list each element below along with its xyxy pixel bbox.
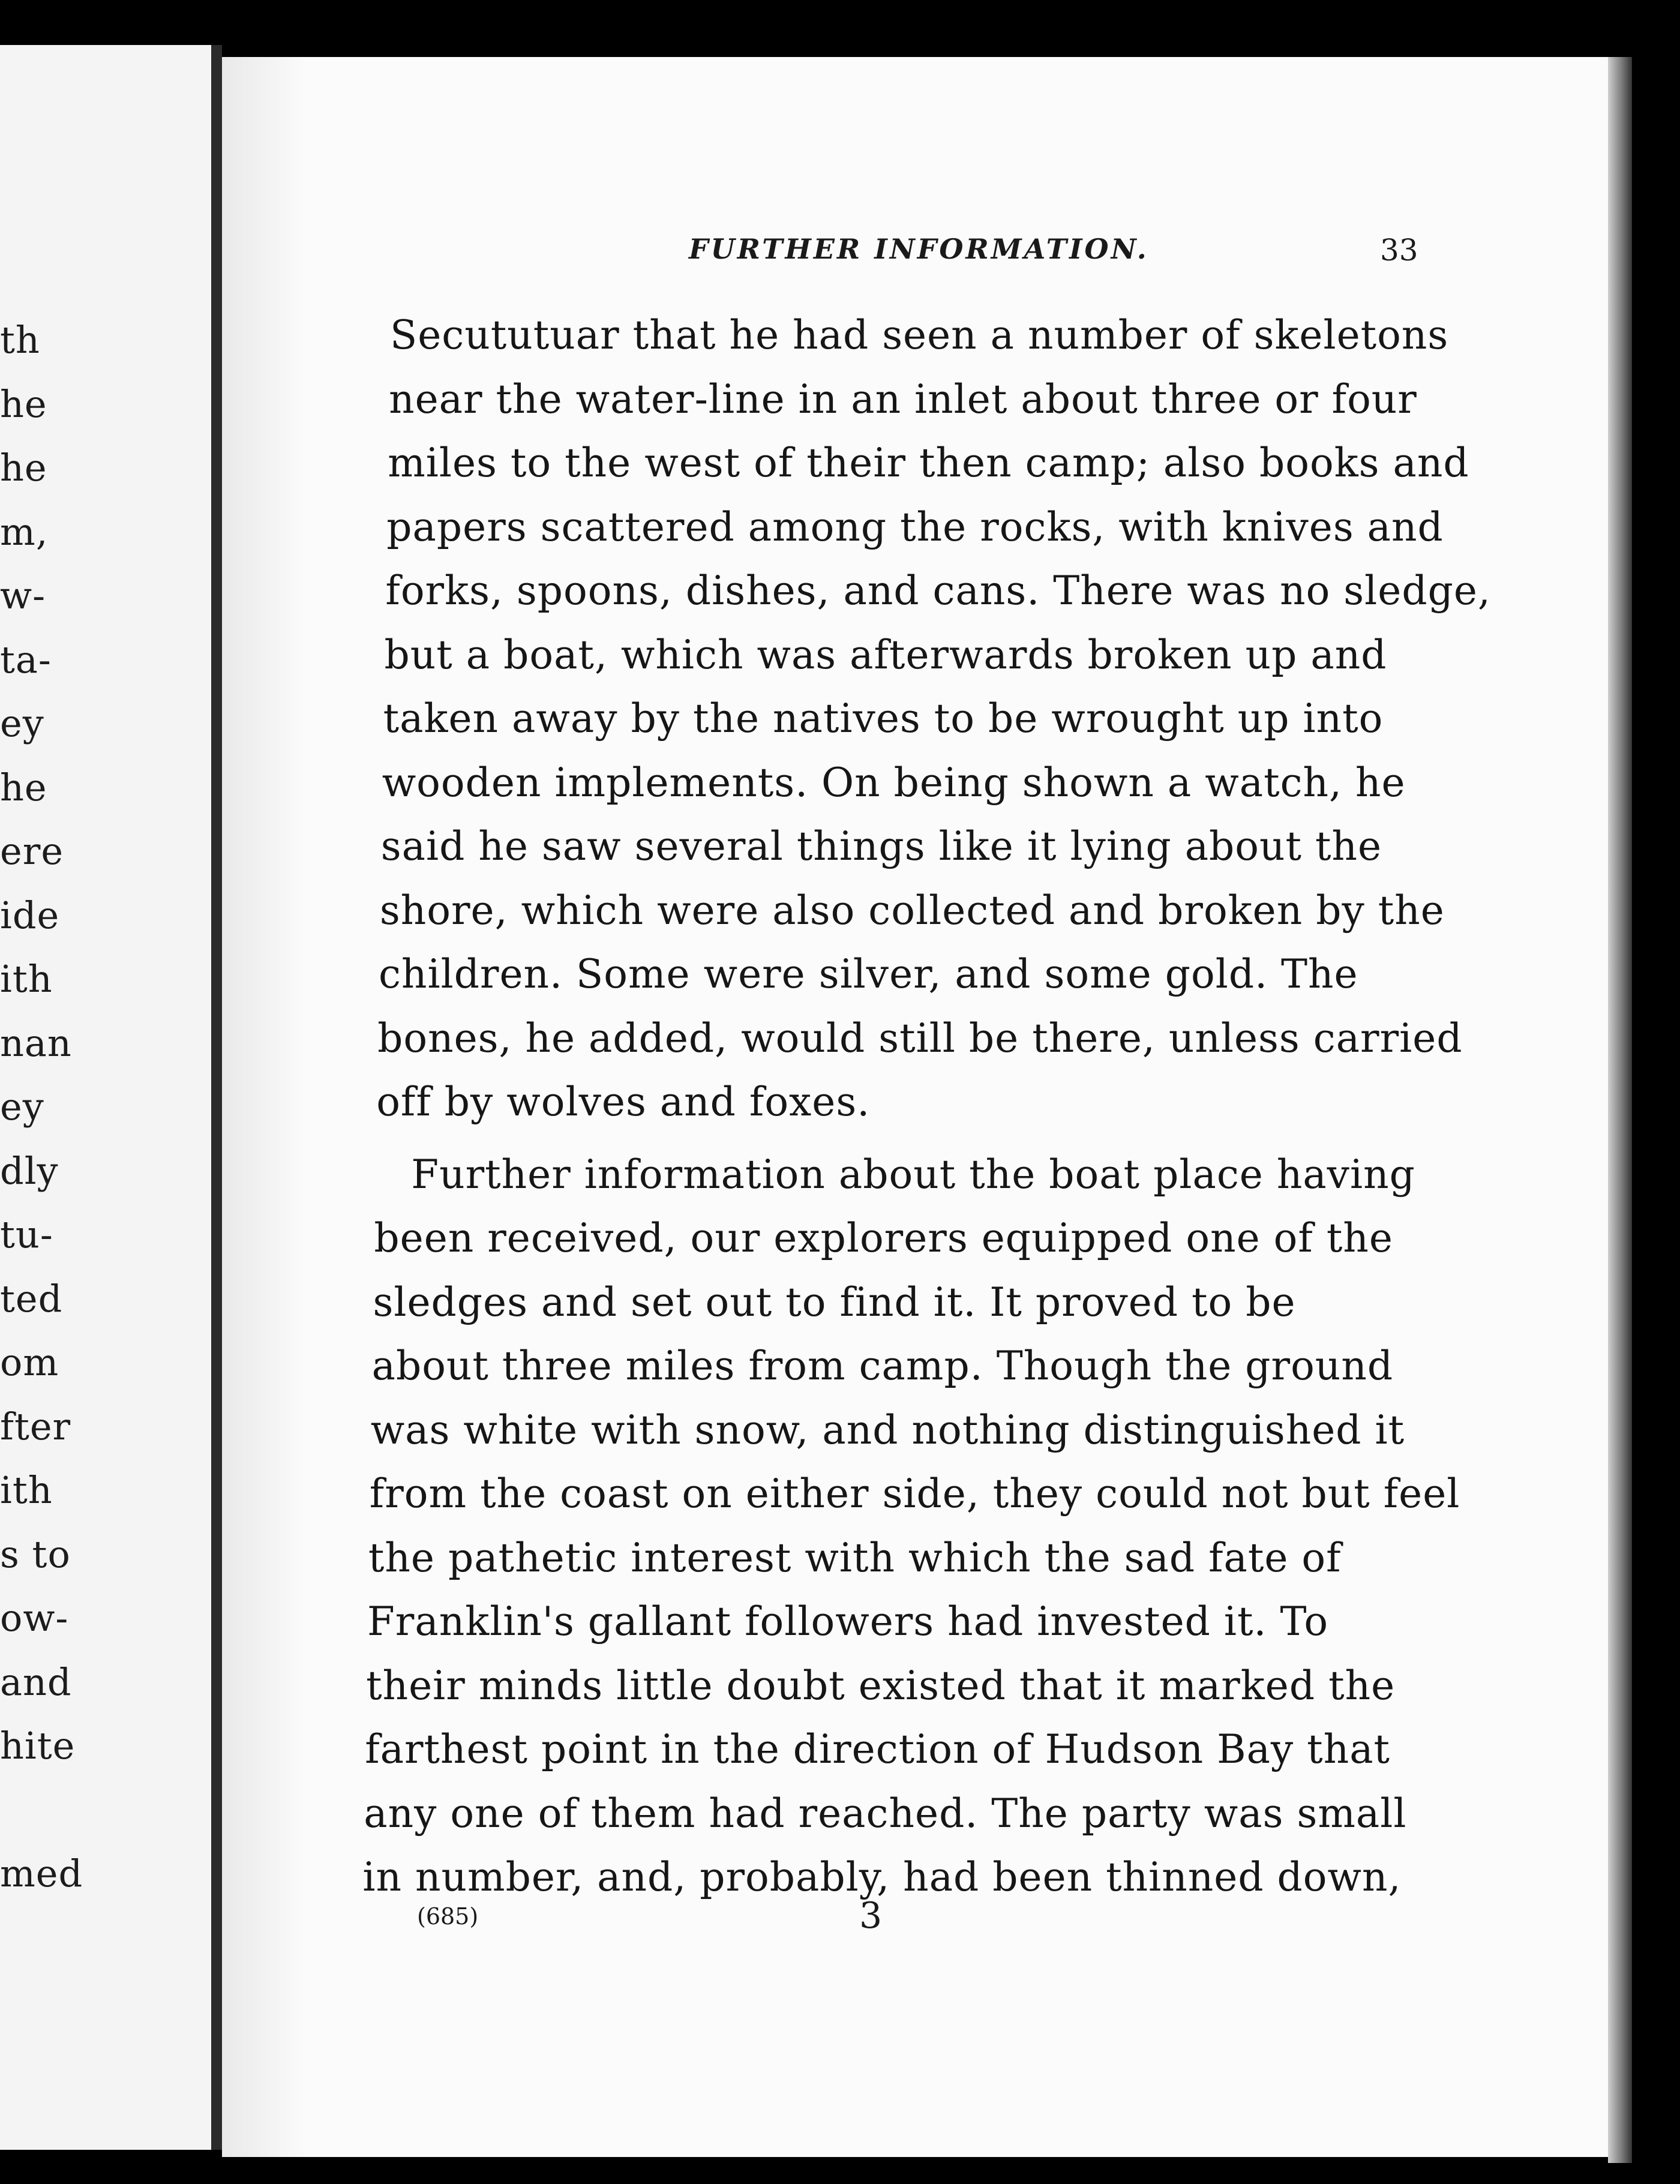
page-number: 33 [1380,233,1418,268]
text-line: sledges and set out to find it. It proved to be [373,1279,1296,1325]
text-line: about three miles from camp. Though the ground [371,1343,1394,1389]
text-line: Further information about the boat place having [411,1151,1415,1198]
left-line-fragment: ow- [0,1596,69,1640]
text-line: bones, he added, would still be there, unless carried [377,1015,1463,1061]
text-line: been received, our explorers equipped one of the [374,1215,1393,1261]
page-edge [1608,57,1632,2163]
left-line-fragment: fter [0,1404,71,1448]
left-line-fragment: ide [0,893,60,937]
text-line: the pathetic interest with which the sad fate of [368,1534,1342,1581]
left-line-fragment: ted [0,1276,63,1321]
left-line-fragment: om [0,1340,59,1384]
text-line: Secututuar that he had seen a number of skeletons [390,312,1449,358]
text-line: farthest point in the direction of Hudson Bay that [365,1726,1391,1772]
left-line-fragment: and [0,1660,72,1704]
signature-mark: (685) [417,1903,479,1930]
left-line-fragment: ey [0,1085,44,1129]
left-line-fragment: tu- [0,1213,53,1256]
left-line-fragment: s to [0,1532,71,1576]
text-line: miles to the west of their then camp; also books and [388,440,1469,486]
left-line-fragment: he [0,446,47,490]
text-line: said he saw several things like it lying about the [380,823,1382,869]
text-line: children. Some were silver, and some gold. The [379,951,1358,997]
left-line-fragment: w- [0,574,46,617]
left-line-fragment: med [0,1852,83,1895]
text-line: wooden implements. On being shown a watch, he [382,759,1406,806]
text-line: Franklin's gallant followers had invested it. To [367,1598,1329,1645]
text-line: in number, and, probably, had been thinned down, [362,1854,1402,1900]
left-line-fragment: hite [0,1724,76,1768]
text-line: near the water-line in an inlet about three or four [389,376,1417,422]
book-gutter [211,45,222,2150]
left-line-fragment: ith [0,957,53,1001]
left-line-fragment: ith [0,1468,53,1512]
left-line-fragment: th [0,318,40,362]
left-page [0,45,213,2150]
left-line-fragment: he [0,765,47,809]
left-line-fragment: ere [0,829,64,873]
text-line: shore, which were also collected and broken by the [379,887,1445,934]
left-line-fragment: ey [0,701,44,745]
text-line: their minds little doubt existed that it marked the [366,1662,1396,1709]
left-line-fragment: dly [0,1148,59,1193]
left-line-fragment: ta- [0,637,52,682]
left-line-fragment: nan [0,1021,72,1065]
left-line-fragment: m, [0,509,49,554]
left-line-fragment: he [0,382,47,426]
signature-number: 3 [859,1895,883,1937]
text-line: taken away by the natives to be wrought up into [383,695,1384,742]
text-line: off by wolves and foxes. [376,1079,871,1125]
text-line: was white with snow, and nothing distinguished it [370,1406,1405,1453]
text-line: from the coast on either side, they could not but feel [369,1471,1460,1517]
text-line: papers scattered among the rocks, with knives and [386,503,1444,550]
text-line: any one of them had reached. The party was small [364,1790,1407,1837]
text-line: but a boat, which was afterwards broken up and [384,631,1387,678]
text-line: forks, spoons, dishes, and cans. There was no sledge, [385,568,1491,614]
page-shadow [222,57,306,2157]
running-head: FURTHER INFORMATION. [689,233,1149,265]
